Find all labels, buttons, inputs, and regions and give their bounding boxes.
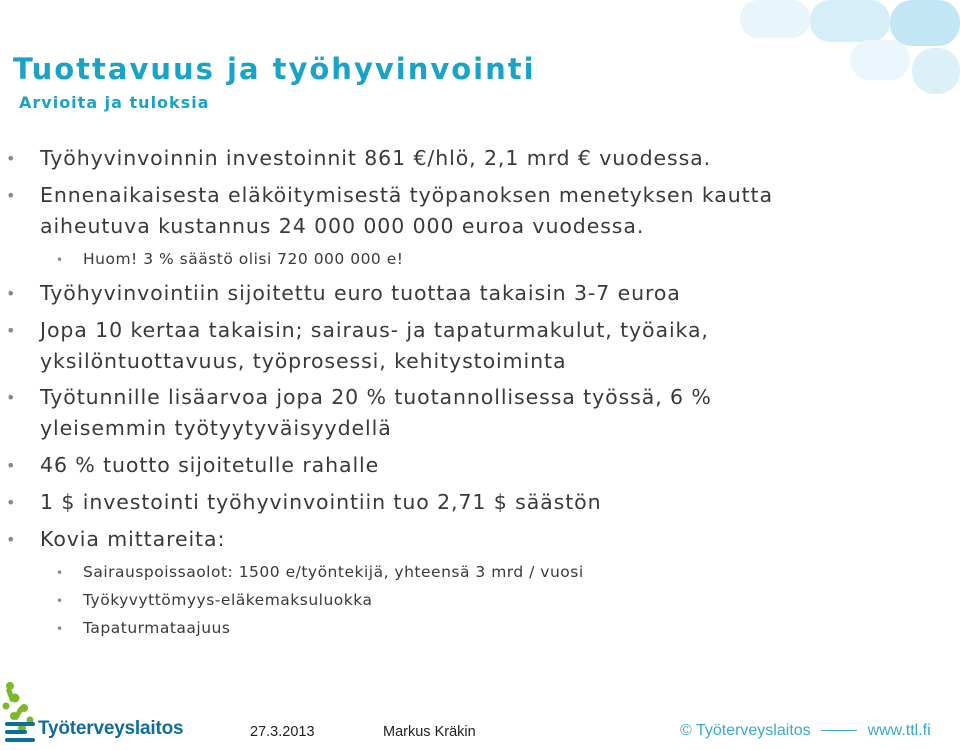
bullet-dot-icon: • <box>56 253 64 267</box>
bullet-dot-icon: • <box>6 493 17 512</box>
slide-title: Tuottavuus ja työhyvinvointi <box>13 52 536 86</box>
footer-website-link[interactable]: www.ttl.fi <box>867 722 931 739</box>
sub-bullet-item <box>56 587 372 613</box>
footer-copyright <box>680 722 931 740</box>
bullet-item <box>6 382 712 444</box>
sub-bullet-item <box>56 559 584 585</box>
bullet-dot-icon: • <box>56 566 64 580</box>
slide-footer <box>0 678 960 746</box>
bullet-item <box>6 143 711 174</box>
bullet-text: Työtunnille lisäarvoa jopa 20 % tuotannollisessa työssä, 6 % <box>40 385 712 409</box>
footer-copyright-org: © Työterveyslaitos <box>680 722 811 739</box>
bullet-item <box>6 487 601 518</box>
footer-separator <box>821 730 857 731</box>
bullet-text: 46 % tuotto sijoitetulle rahalle <box>40 453 380 477</box>
bullet-text: Työhyvinvoinnin investoinnit 861 €/hlö, 2,1 mrd € vuodessa. <box>40 146 712 170</box>
bullet-text-continued: yleisemmin työtyytyväisyydellä <box>40 416 392 440</box>
footer-author: Markus Kräkin <box>383 724 476 740</box>
slide-subtitle: Arvioita ja tuloksia <box>19 93 210 112</box>
bullet-dot-icon: • <box>6 284 17 303</box>
bullet-text: Ennenaikaisesta eläköitymisestä työpanoksen menetyksen kautta <box>40 183 773 207</box>
bullet-item <box>6 524 225 555</box>
bullet-item <box>6 180 773 242</box>
bullet-text: Kovia mittareita: <box>40 527 226 551</box>
bullet-text: Työkyvyttömyys-eläkemaksuluokka <box>83 591 373 609</box>
bullet-text-continued: aiheutuva kustannus 24 000 000 000 euroa vuodessa. <box>40 214 645 238</box>
sub-bullet-item <box>56 246 403 272</box>
bullet-text: Tapaturmataajuus <box>83 619 231 637</box>
bullet-dot-icon: • <box>56 622 64 636</box>
bullet-text: Huom! 3 % säästö olisi 720 000 000 e! <box>83 250 404 268</box>
bullet-item <box>6 315 709 377</box>
bullet-text: 1 $ investointi työhyvinvointiin tuo 2,71 $ säästön <box>40 490 602 514</box>
bullet-dot-icon: • <box>6 321 17 340</box>
bullet-dot-icon: • <box>6 530 17 549</box>
bullet-dot-icon: • <box>56 594 64 608</box>
bullet-dot-icon: • <box>6 149 17 168</box>
bullet-text: Jopa 10 kertaa takaisin; sairaus- ja tapaturmakulut, työaika, <box>40 318 709 342</box>
sub-bullet-item <box>56 615 230 641</box>
bullet-text-continued: yksilöntuottavuus, työprosessi, kehitystoiminta <box>40 349 567 373</box>
bullet-dot-icon: • <box>6 456 17 475</box>
bullet-dot-icon: • <box>6 388 17 407</box>
decorative-corner-shapes <box>700 0 960 110</box>
ttl-logo <box>2 678 202 746</box>
bullet-text: Työhyvinvointiin sijoitettu euro tuottaa takaisin 3-7 euroa <box>40 281 681 305</box>
bullet-item <box>6 450 379 481</box>
bullet-text: Sairauspoissaolot: 1500 e/työntekijä, yhteensä 3 mrd / vuosi <box>83 563 584 581</box>
footer-date: 27.3.2013 <box>250 724 315 740</box>
logo-text: Työterveyslaitos <box>38 718 184 739</box>
bullet-item <box>6 278 681 309</box>
bullet-dot-icon: • <box>6 186 17 205</box>
